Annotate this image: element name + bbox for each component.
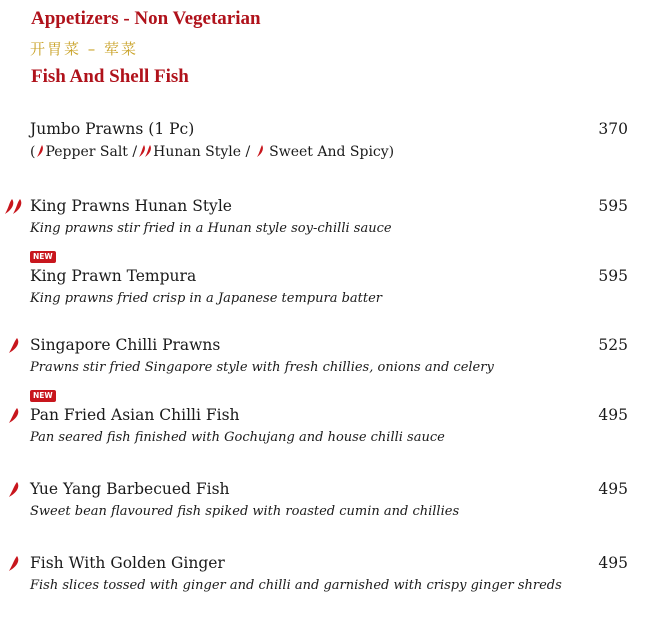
menu-item-jumbo-prawns [0, 120, 650, 170]
item-description: Prawns stir fried Singapore style with fresh chillies, onions and celery [30, 360, 494, 375]
item-name: Yue Yang Barbecued Fish [30, 480, 230, 498]
chilli-icon [5, 406, 27, 424]
item-name: Pan Fried Asian Chilli Fish [30, 406, 240, 424]
menu-item [0, 554, 650, 604]
item-description: Pan seared fish finished with Gochujang and house chilli sauce [30, 430, 445, 445]
item-description: King prawns stir fried in a Hunan style soy-chilli sauce [30, 221, 392, 236]
sub-section-title: Fish And Shell Fish [31, 66, 189, 87]
variant-pepper-salt: Pepper Salt / [45, 144, 138, 160]
item-name: King Prawns Hunan Style [30, 197, 232, 215]
chilli-icon [35, 144, 45, 158]
variant-hunan-style: Hunan Style / [153, 144, 251, 160]
item-price: 525 [598, 336, 628, 354]
item-variants [30, 144, 394, 160]
new-badge: NEW [30, 390, 56, 402]
double-chilli-icon [2, 197, 24, 215]
item-name: Singapore Chilli Prawns [30, 336, 221, 354]
menu-item [0, 336, 650, 386]
item-description: Sweet bean flavoured fish spiked with roasted cumin and chillies [30, 504, 460, 519]
item-name: Jumbo Prawns (1 Pc) [30, 120, 195, 138]
double-chilli-icon [137, 144, 153, 158]
new-badge: NEW [30, 251, 56, 263]
item-price: 370 [598, 120, 628, 138]
item-price: 595 [598, 267, 628, 285]
chilli-icon [5, 480, 27, 498]
variant-sweet-and-spicy: Sweet And Spicy) [269, 144, 395, 160]
item-price: 495 [598, 480, 628, 498]
item-name: Fish With Golden Ginger [30, 554, 225, 572]
menu-item [0, 252, 650, 317]
item-price: 495 [598, 406, 628, 424]
chilli-icon [255, 144, 265, 158]
menu-item [0, 197, 650, 247]
item-description: Fish slices tossed with ginger and chilli and garnished with crispy ginger shreds [30, 578, 562, 593]
chilli-icon [5, 336, 27, 354]
item-name: King Prawn Tempura [30, 267, 197, 285]
chilli-icon [5, 554, 27, 572]
menu-item [0, 480, 650, 530]
variants-open-paren: ( [30, 144, 36, 160]
section-title: Appetizers - Non Vegetarian [31, 8, 261, 29]
item-description: King prawns fried crisp in a Japanese tempura batter [30, 291, 383, 306]
item-price: 495 [598, 554, 628, 572]
item-price: 595 [598, 197, 628, 215]
menu-item [0, 391, 650, 456]
chinese-section-title: 开胃菜 – 荤菜 [30, 40, 139, 58]
